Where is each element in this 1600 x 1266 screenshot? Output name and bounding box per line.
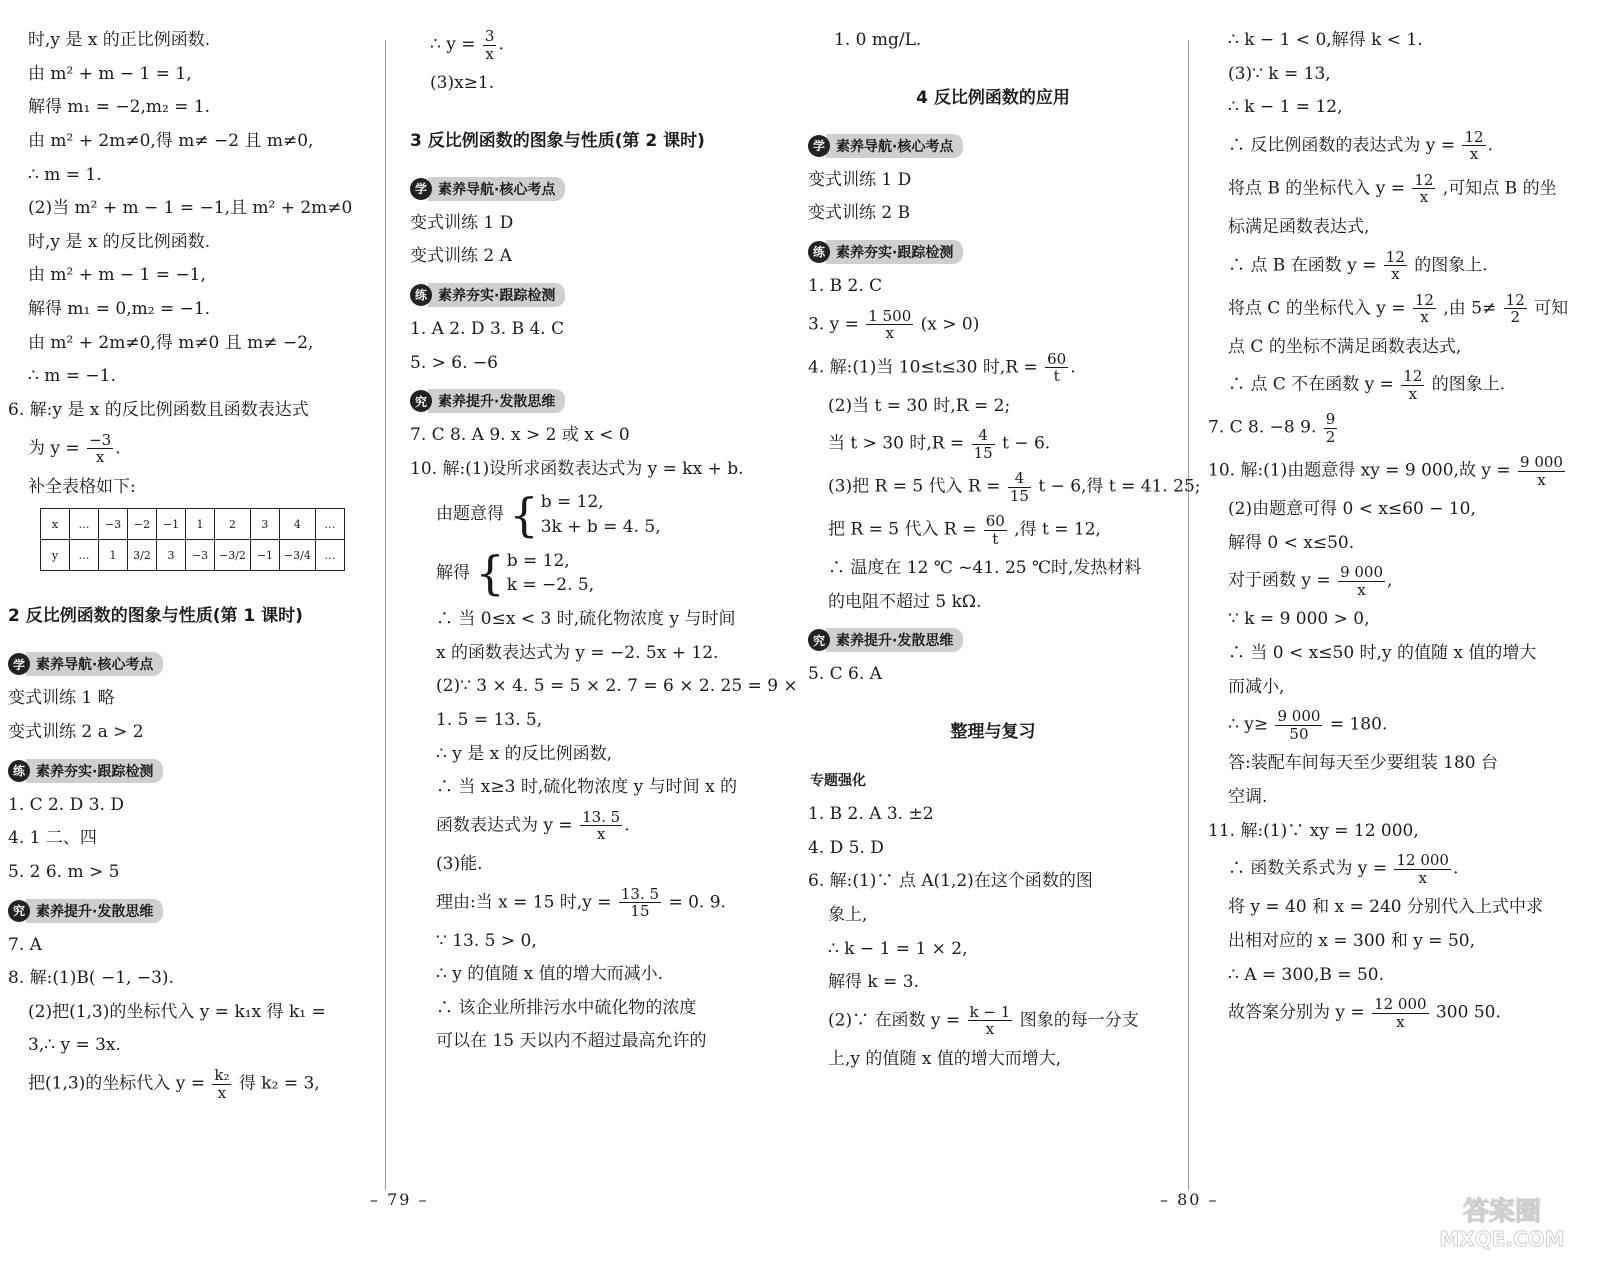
section-header	[8, 899, 374, 923]
denominator: t	[1053, 367, 1060, 386]
text-line: 出相对应的 x = 300 和 y = 50,	[1228, 930, 1475, 951]
fraction	[580, 809, 622, 843]
formula-line	[1208, 249, 1588, 283]
text-line: 10. 解:(1)设所求函数表达式为 y = kx + b.	[410, 458, 744, 479]
text-line: 点 C 的坐标不满足函数表达式,	[1228, 336, 1462, 357]
section-label: 素养夯实·跟踪检测	[826, 240, 963, 264]
watermark-logo	[1422, 1190, 1582, 1252]
text-line: 变式训练 1 D	[410, 212, 514, 233]
table-cell: …	[315, 509, 344, 540]
text: 故答案分别为 y =	[1228, 1002, 1365, 1023]
brace-icon: {	[509, 488, 539, 543]
section-title: 4 反比例函数的应用	[916, 87, 1070, 108]
section-header	[410, 283, 780, 307]
text-line: ∴ k − 1 < 0,解得 k < 1.	[1228, 30, 1423, 50]
text: 当 t > 30 时,R =	[828, 433, 965, 454]
fraction	[483, 28, 497, 62]
xue-badge-icon: 学	[808, 135, 830, 157]
text: 理由:当 x = 15 时,y =	[436, 892, 612, 913]
answer-line: 5. 2 6. m > 5	[8, 861, 120, 882]
section-title: 3 反比例函数的图象与性质(第 2 课时)	[410, 130, 705, 151]
table-cell: …	[315, 540, 344, 571]
table-cell: −3/2	[215, 540, 251, 571]
answer-line: 5. > 6. −6	[410, 352, 498, 373]
fraction	[1401, 368, 1424, 402]
text: t − 6.	[1002, 433, 1051, 454]
fraction	[984, 513, 1007, 547]
denominator: 15	[1009, 486, 1029, 505]
section-header	[8, 759, 374, 783]
text-line: ∴ 温度在 12 ℃ ~41. 25 ℃时,发热材料	[828, 558, 1142, 579]
equation-system	[475, 546, 595, 601]
text: 得 k₂ = 3,	[238, 1073, 320, 1094]
formula-line: 为 y = $\frac{-3}{x}$ .	[28, 430, 121, 467]
table-cell: −3/4	[279, 540, 315, 571]
value-table	[40, 508, 345, 571]
column-divider	[1188, 40, 1189, 1190]
numerator: 12	[1403, 367, 1423, 386]
column-divider	[385, 40, 386, 1190]
fraction	[1412, 172, 1435, 206]
formula-line	[1208, 996, 1588, 1030]
text: (x > 0)	[920, 314, 980, 335]
fraction	[972, 427, 995, 461]
text-line: 1. 0 mg/L.	[834, 30, 922, 50]
fraction	[1372, 996, 1429, 1030]
text-line: 11. 解:(1)∵ xy = 12 000,	[1208, 820, 1419, 841]
column-1	[8, 28, 374, 1110]
text-line: ∴ y 的值随 x 值的增大而减小.	[436, 964, 664, 985]
text-line: ∴ m = −1.	[28, 366, 116, 387]
numerator: 12 000	[1396, 851, 1449, 870]
section-title: 整理与复习	[950, 722, 1036, 743]
denominator: t	[992, 529, 999, 548]
text-line: 上,y 的值随 x 值的增大而增大,	[828, 1048, 1062, 1069]
text: 4. 解:(1)当 10≤t≤30 时,R =	[808, 357, 1038, 378]
numerator: 1 500	[868, 306, 912, 325]
formula-line	[808, 1004, 1178, 1038]
text-line: 由 m² + m − 1 = 1,	[28, 63, 192, 84]
text-line: (2)当 t = 30 时,R = 2;	[828, 395, 1011, 416]
fraction	[1338, 564, 1385, 598]
denominator: x	[1396, 1012, 1405, 1031]
column-4	[1208, 28, 1588, 1039]
section-header	[808, 628, 1178, 652]
table-cell: −2	[128, 509, 157, 540]
table-cell: −1	[157, 509, 186, 540]
text: ∴ y≥	[1228, 714, 1269, 735]
lian-badge-icon: 练	[808, 241, 830, 263]
equation: k = −2. 5,	[506, 575, 595, 596]
numerator: 12	[1464, 127, 1484, 146]
watermark-text: 答案圈	[1462, 1197, 1542, 1227]
table-cell: −1	[250, 540, 279, 571]
text-line: 解得 m₁ = 0,m₂ = −1.	[28, 299, 211, 320]
denominator: x	[985, 1020, 995, 1039]
table-cell: x	[41, 509, 70, 540]
table-row	[41, 540, 345, 571]
denominator: 2	[1325, 427, 1336, 446]
numerator: 13. 5	[582, 807, 621, 826]
text-line: ∴ k − 1 = 1 × 2,	[828, 938, 968, 959]
text: 7. C 8. −8 9.	[1208, 417, 1317, 438]
numerator: 12 000	[1374, 995, 1427, 1014]
answer-line: 4. D 5. D	[808, 837, 884, 858]
numerator: 12	[1385, 247, 1405, 266]
text-line: (3)能.	[436, 853, 483, 874]
section-label: 素养导航·核心考点	[26, 652, 163, 676]
text-line: (2)由题意可得 0 < x≤60 − 10,	[1228, 499, 1476, 520]
fraction	[212, 1067, 231, 1101]
formula-line	[808, 469, 1201, 505]
denominator: 15	[630, 902, 650, 921]
xue-badge-icon: 学	[410, 178, 432, 200]
text: ∴ y =	[430, 34, 476, 55]
text-line: 变式训练 2 a > 2	[8, 721, 144, 742]
text: 300 50.	[1435, 1002, 1501, 1023]
formula-line	[808, 427, 1178, 461]
text-line: ∴ 该企业所排污水中硫化物的浓度	[436, 997, 697, 1018]
numerator: 60	[985, 512, 1005, 531]
denominator: x	[1357, 580, 1366, 599]
fraction	[1504, 292, 1527, 326]
text: ∴ 点 C 不在函数 y =	[1228, 374, 1394, 395]
text-line: 3,∴ y = 3x.	[28, 1035, 121, 1056]
formula-line	[808, 513, 1178, 547]
equation-system	[509, 488, 661, 543]
answer-line: 5. C 6. A	[808, 664, 882, 685]
text: 解得	[436, 562, 470, 583]
table-cell: −3	[99, 509, 128, 540]
text: ,可知点 B 的坐	[1442, 178, 1557, 199]
text: ,由 5≠	[1443, 298, 1497, 319]
formula-line	[808, 308, 1178, 342]
section-label: 素养提升·发散思维	[428, 389, 565, 413]
text: 的图象上.	[1414, 255, 1488, 276]
text-line: 由 m² + 2m≠0,得 m≠ −2 且 m≠0,	[28, 130, 314, 151]
column-2	[410, 27, 798, 1063]
answer-line: 1. C 2. D 3. D	[8, 794, 124, 815]
denominator: x	[1537, 470, 1546, 489]
denominator: x	[485, 44, 494, 63]
numerator: −3	[89, 430, 112, 449]
text: 图象的每一分支	[1019, 1010, 1139, 1031]
text-line: 解得 0 < x≤50.	[1228, 532, 1355, 553]
fraction	[1275, 708, 1322, 742]
formula-line	[1208, 708, 1588, 742]
numerator: k₂	[214, 1066, 230, 1085]
text-line: 时,y 是 x 的正比例函数.	[28, 30, 211, 50]
table-cell: 4	[279, 509, 315, 540]
section-title: 2 反比例函数的图象与性质(第 1 课时)	[8, 606, 303, 627]
formula-line: ∴ 反比例函数的表达式为 y = $\frac{12}{x}$ .	[1228, 127, 1493, 164]
fraction	[968, 1004, 1013, 1038]
text-line: (2)把(1,3)的坐标代入 y = k₁x 得 k₁ =	[28, 1001, 326, 1022]
text-line: x 的函数表达式为 y = −2. 5x + 12.	[436, 642, 719, 663]
table-cell: 1	[186, 509, 215, 540]
answer-line: 7. C 8. A 9. x > 2 或 x < 0	[410, 425, 630, 446]
denominator: x	[1419, 188, 1429, 207]
denominator: x	[217, 1083, 227, 1102]
section-label: 素养导航·核心考点	[826, 134, 963, 158]
text-line: ∴ 当 0 < x≤50 时,y 的值随 x 值的增大	[1228, 643, 1537, 664]
text-line: 可以在 15 天以内不超过最高允许的	[436, 1031, 707, 1052]
text-line: 6. 解:(1)∵ 点 A(1,2)在这个函数的图	[808, 871, 1093, 892]
text-line: 补全表格如下:	[28, 476, 136, 497]
text-line: (3)x≥1.	[430, 73, 495, 93]
denominator: x	[596, 825, 606, 844]
text: ∴ 点 B 在函数 y =	[1228, 255, 1377, 276]
formula-line	[410, 886, 780, 920]
numerator: 60	[1047, 349, 1067, 368]
formula-line	[1208, 454, 1588, 488]
formula-line: 4. 解:(1)当 10≤t≤30 时,R = $\frac{60}{t}$ .	[808, 349, 1076, 386]
text: t − 6,得 t = 41. 25;	[1038, 476, 1201, 497]
formula-line	[1208, 172, 1588, 206]
text: ∴ 反比例函数的表达式为 y =	[1228, 135, 1456, 156]
text-line: 变式训练 2 A	[410, 246, 512, 267]
text: 将点 B 的坐标代入 y =	[1228, 178, 1405, 199]
fraction	[1413, 292, 1436, 326]
denominator: x	[1469, 145, 1479, 164]
equation: 3k + b = 4. 5,	[540, 517, 661, 538]
denominator: x	[885, 324, 894, 343]
text: (3)把 R = 5 代入 R =	[828, 476, 1001, 497]
formula-line	[1208, 411, 1588, 445]
text-line: 象上,	[828, 905, 868, 926]
formula-line	[8, 1067, 374, 1101]
text-line: ∵ k = 9 000 > 0,	[1228, 609, 1370, 630]
brace-icon: {	[475, 546, 505, 601]
section-header	[808, 240, 1178, 264]
section-label: 专题强化	[810, 773, 866, 790]
formula-line	[1208, 292, 1588, 326]
text: 将点 C 的坐标代入 y =	[1228, 298, 1406, 319]
fraction	[866, 308, 913, 342]
fraction	[1324, 411, 1338, 445]
table-cell: 1	[99, 540, 128, 571]
jiu-badge-icon: 究	[8, 900, 30, 922]
lian-badge-icon: 练	[8, 760, 30, 782]
jiu-badge-icon: 究	[808, 629, 830, 651]
text: = 0. 9.	[668, 892, 726, 913]
text-line: ∴ m = 1.	[28, 164, 102, 185]
text: 函数表达式为 y =	[436, 815, 573, 836]
text-line: 1. 5 = 13. 5,	[436, 709, 543, 730]
text-line: (2)∵ 3 × 4. 5 = 5 × 2. 7 = 6 × 2. 25 = 9 ×	[436, 676, 798, 697]
text-line: ∴ A = 300,B = 50.	[1228, 964, 1384, 985]
denominator: 2	[1510, 308, 1520, 327]
numerator: 9 000	[1277, 707, 1321, 726]
denominator: x	[1391, 265, 1400, 284]
answer-line: 1. B 2. A 3. ±2	[808, 804, 934, 825]
text-line: 变式训练 1 D	[808, 169, 912, 190]
equation: b = 12,	[540, 492, 604, 513]
numerator: 4	[972, 427, 995, 445]
section-header	[410, 177, 780, 201]
text-line: 8. 解:(1)B( −1, −3).	[8, 968, 174, 989]
page-number-left: – 79 –	[370, 1190, 429, 1209]
numerator: 9 000	[1520, 453, 1563, 472]
column-3	[808, 28, 1201, 1081]
formula-line: 函数表达式为 y = $\frac{13. 5}{x}$ .	[436, 807, 630, 844]
answer-line: 1. A 2. D 3. B 4. C	[410, 318, 565, 339]
section-label: 素养导航·核心考点	[428, 177, 565, 201]
text-line: ∴ 当 x≥3 时,硫化物浓度 y 与时间 x 的	[436, 777, 738, 798]
denominator: x	[1418, 868, 1427, 887]
text-line: ∴ y 是 x 的反比例函数,	[436, 743, 613, 764]
lian-badge-icon: 练	[410, 284, 432, 306]
jiu-badge-icon: 究	[410, 390, 432, 412]
fraction	[1008, 470, 1031, 504]
text-line: 由 m² + m − 1 = −1,	[28, 265, 206, 286]
numerator: k − 1	[969, 1002, 1011, 1021]
numerator: 12	[1505, 290, 1525, 309]
text-line: ∴ k − 1 = 12,	[1228, 97, 1343, 118]
section-header	[808, 768, 1178, 792]
text: 对于函数 y =	[1228, 570, 1331, 591]
text: 把 R = 5 代入 R =	[828, 519, 977, 540]
text: 由题意得	[436, 504, 504, 525]
table-cell: 3	[250, 509, 279, 540]
numerator: 9 000	[1340, 563, 1384, 582]
text-line: 的电阻不超过 5 kΩ.	[828, 591, 982, 612]
text-line: 空调.	[1228, 787, 1268, 808]
text-line: (3)∵ k = 13,	[1228, 63, 1331, 84]
xue-badge-icon: 学	[8, 653, 30, 675]
fraction	[1384, 249, 1407, 283]
text: ∴ 函数关系式为 y =	[1228, 858, 1388, 879]
formula-line	[1208, 368, 1588, 402]
formula-line: ∴ 函数关系式为 y = $\frac{12 000}{x}$ .	[1228, 851, 1459, 887]
text: 10. 解:(1)由题意得 xy = 9 000,故 y =	[1208, 460, 1511, 481]
fraction	[619, 886, 661, 920]
text: 为 y =	[28, 438, 80, 459]
section-label: 素养夯实·跟踪检测	[26, 759, 163, 783]
numerator: 4	[1008, 470, 1031, 488]
text-line: 答:装配车间每天至少要组装 180 台	[1228, 753, 1498, 774]
text: ,得 t = 12,	[1014, 519, 1101, 540]
formula-line	[410, 546, 780, 601]
table-cell: …	[70, 509, 99, 540]
section-header	[410, 389, 780, 413]
text: 的图象上.	[1431, 374, 1506, 395]
numerator: 3	[484, 27, 495, 45]
text-line: ∵ 13. 5 > 0,	[436, 930, 537, 951]
fraction	[87, 432, 113, 466]
denominator: x	[1408, 384, 1418, 403]
text-line: 而减小,	[1228, 676, 1285, 697]
fraction	[1045, 351, 1068, 385]
text-line: 由 m² + 2m≠0,得 m≠0 且 m≠ −2,	[28, 332, 314, 353]
denominator: 50	[1289, 724, 1309, 743]
denominator: x	[95, 448, 105, 467]
fraction	[1394, 852, 1451, 886]
table-cell: 2	[215, 509, 251, 540]
answer-line: 1. B 2. C	[808, 275, 883, 296]
text-line: 将 y = 40 和 x = 240 分别代入上式中求	[1228, 897, 1543, 918]
text-line: 6. 解:y 是 x 的反比例函数且函数表达式	[8, 400, 309, 421]
fraction	[1518, 454, 1565, 488]
answer-line: 4. 1 二、四	[8, 828, 97, 849]
section-label: 素养夯实·跟踪检测	[428, 283, 565, 307]
text-line: (2)当 m² + m − 1 = −1,且 m² + 2m≠0	[28, 198, 353, 219]
text-line: 标满足函数表达式,	[1228, 216, 1370, 237]
equation: b = 12,	[506, 550, 570, 571]
text: 可知	[1534, 298, 1569, 319]
formula-line	[410, 488, 780, 543]
table-cell: …	[70, 540, 99, 571]
text-line: 解得 m₁ = −2,m₂ = 1.	[28, 97, 211, 118]
page-number-right: – 80 –	[1160, 1190, 1219, 1209]
numerator: 12	[1414, 290, 1434, 309]
table-row	[41, 509, 345, 540]
text: 3. y =	[808, 314, 859, 335]
section-header	[8, 652, 374, 676]
table-cell: y	[41, 540, 70, 571]
text: (2)∵ 在函数 y =	[828, 1010, 961, 1031]
section-label: 素养提升·发散思维	[26, 899, 163, 923]
numerator: 13. 5	[620, 884, 660, 903]
formula-line: 对于函数 y = $\frac{9 000}{x}$ ,	[1228, 563, 1393, 599]
text: 把(1,3)的坐标代入 y =	[28, 1073, 205, 1094]
table-cell: 3	[157, 540, 186, 571]
table-cell: 3/2	[128, 540, 157, 571]
denominator: x	[1420, 308, 1429, 327]
numerator: 12	[1414, 170, 1434, 189]
text: = 180.	[1329, 714, 1388, 735]
numerator: 9	[1325, 410, 1336, 429]
table-cell: −3	[186, 540, 215, 571]
text-line: ∴ 当 0≤x < 3 时,硫化物浓度 y 与时间	[436, 609, 736, 630]
text-line: 变式训练 1 略	[8, 688, 115, 709]
formula-line: ∴ y = $\frac{3}{x}$ .	[430, 27, 504, 63]
denominator: 15	[973, 443, 993, 462]
section-label: 素养提升·发散思维	[826, 628, 963, 652]
answer-line: 7. A	[8, 934, 42, 955]
text-line: 时,y 是 x 的反比例函数.	[28, 231, 211, 252]
text-line: 变式训练 2 B	[808, 203, 911, 224]
text-line: 解得 k = 3.	[828, 972, 919, 993]
section-header	[808, 134, 1178, 158]
watermark-url: MXQE.COM	[1439, 1227, 1565, 1251]
fraction	[1462, 129, 1485, 163]
